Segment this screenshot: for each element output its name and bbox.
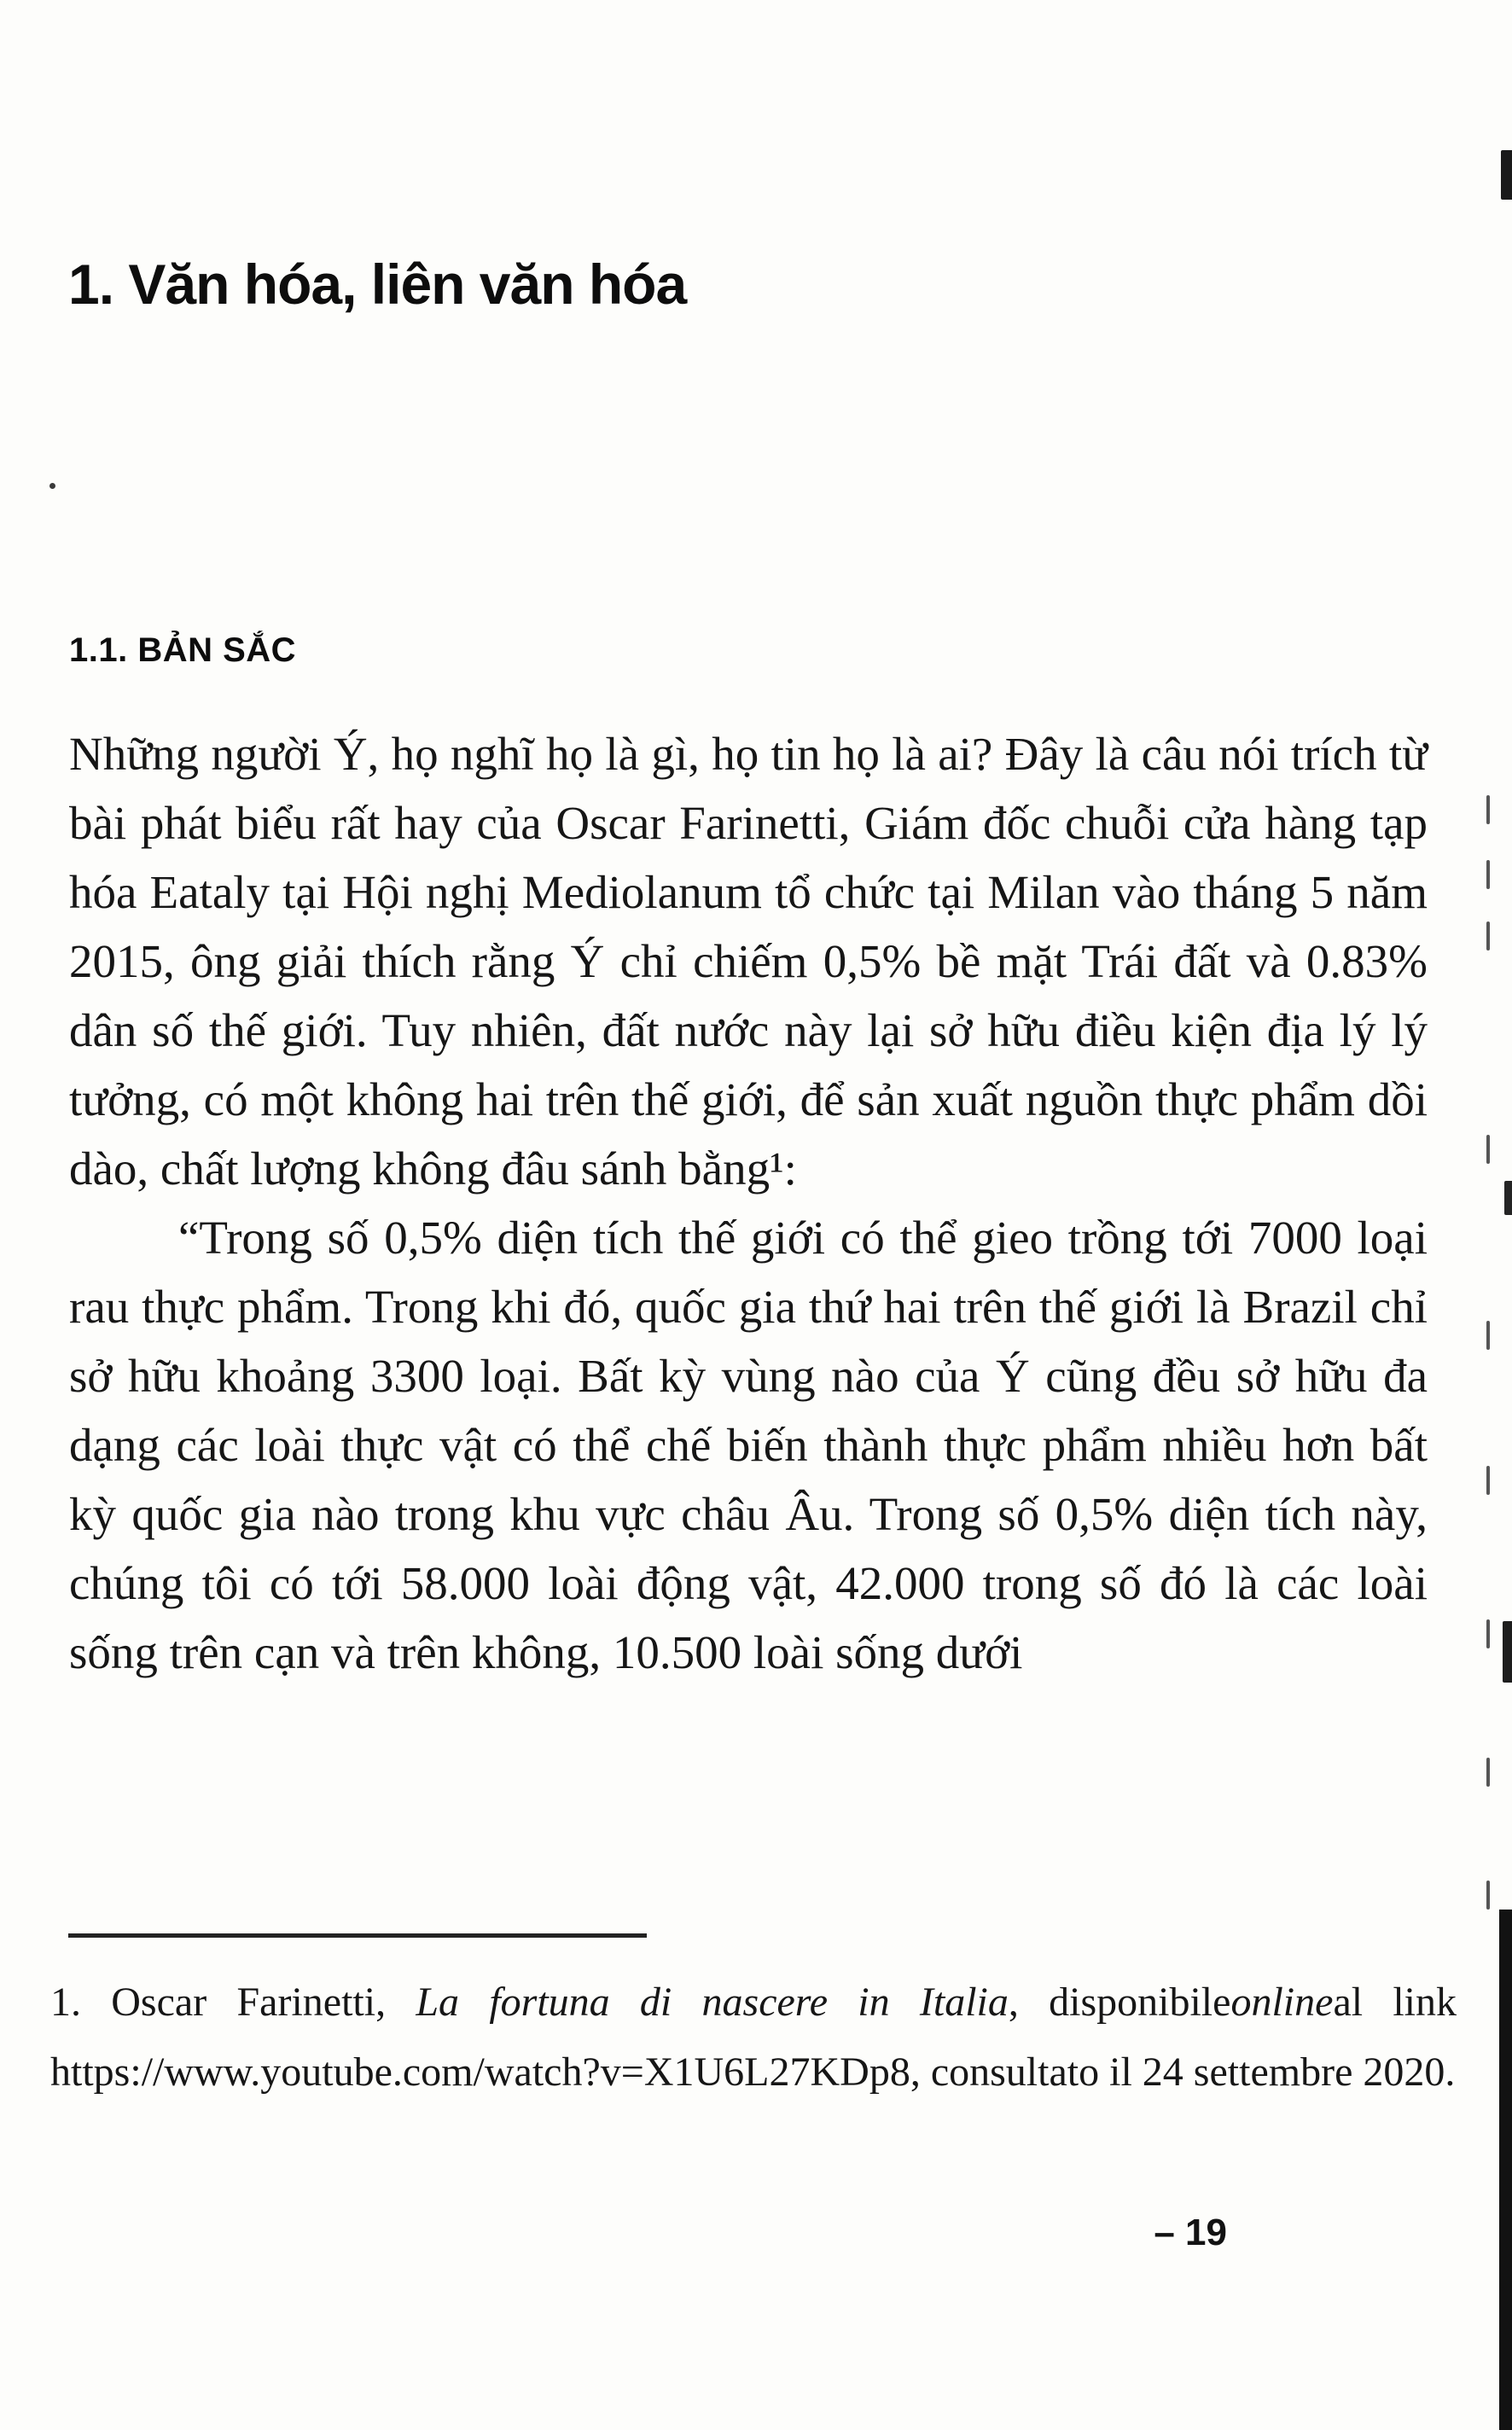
- scan-artifact: [1486, 1619, 1490, 1648]
- page-number: – 19: [1154, 2212, 1227, 2253]
- scan-artifact: [1486, 1321, 1490, 1350]
- scan-artifact: [1486, 795, 1490, 824]
- footnote-url-text: al link https://www.youtube.com/watch?v=X1U6L27KDp8, consultato il 24 settembre 2020.: [50, 1979, 1457, 2095]
- scan-artifact: [1503, 1621, 1512, 1683]
- section-heading: 1.1. BẢN SẮC: [69, 631, 297, 669]
- footnote-text-1: 1. Oscar Farinetti,: [50, 1979, 416, 2025]
- scan-dot: [49, 483, 55, 489]
- scan-artifact: [1486, 860, 1490, 889]
- scan-artifact: [1486, 1135, 1490, 1164]
- footnote-online-word: online: [1230, 1979, 1334, 2025]
- scan-artifact: [1501, 150, 1512, 200]
- paragraph-intro: Những người Ý, họ nghĩ họ là gì, họ tin họ là ai? Đây là câu nói trích từ bài phát biểu rất hay của Oscar Farinetti, Giám đốc chuỗi cửa hàng tạp hóa Eataly tại Hội nghị Mediolanum tổ chức tại Milan vào tháng 5 năm 2015, ông giải thích rằng Ý chỉ chiếm 0,5% bề mặt Trái đất và 0.83% dân số thế giới. Tuy nhiên, đất nước này lại sở hữu điều kiện địa lý lý tưởng, có một không hai trên thế giới, để sản xuất nguồn thực phẩm dồi dào, chất lượng không đâu sánh bằng¹:: [69, 728, 1428, 1195]
- body-text: [69, 719, 1428, 1687]
- scan-artifact: [1486, 1758, 1490, 1787]
- chapter-title: 1. Văn hóa, liên văn hóa: [68, 253, 687, 316]
- footnote-text-2: , disponibile: [1008, 1979, 1231, 2025]
- footnote: [50, 1968, 1457, 2107]
- scan-artifact: [1486, 1881, 1490, 1910]
- footnote-divider: [68, 1933, 647, 1938]
- paragraph-quote: “Trong số 0,5% diện tích thế giới có thể gieo trồng tới 7000 loại rau thực phẩm. Trong khi đó, quốc gia thứ hai trên thế giới là Brazil chỉ sở hữu khoảng 3300 loại. Bất kỳ vùng nào của Ý cũng đều sở hữu đa dạng các loài thực vật có thể chế biến thành thực phẩm nhiều hơn bất kỳ quốc gia nào trong khu vực châu Âu. Trong số 0,5% diện tích này, chúng tôi có tới 58.000 loài động vật, 42.000 trong số đó là các loài sống trên cạn và trên không, 10.500 loài sống dưới: [69, 1212, 1428, 1678]
- footnote-book-title: La fortuna di nascere in Italia: [416, 1979, 1009, 2025]
- scan-artifact: [1486, 921, 1490, 950]
- scan-artifact: [1504, 1181, 1512, 1215]
- scan-artifact: [1486, 1466, 1490, 1495]
- scan-artifact: [1499, 1910, 1512, 2430]
